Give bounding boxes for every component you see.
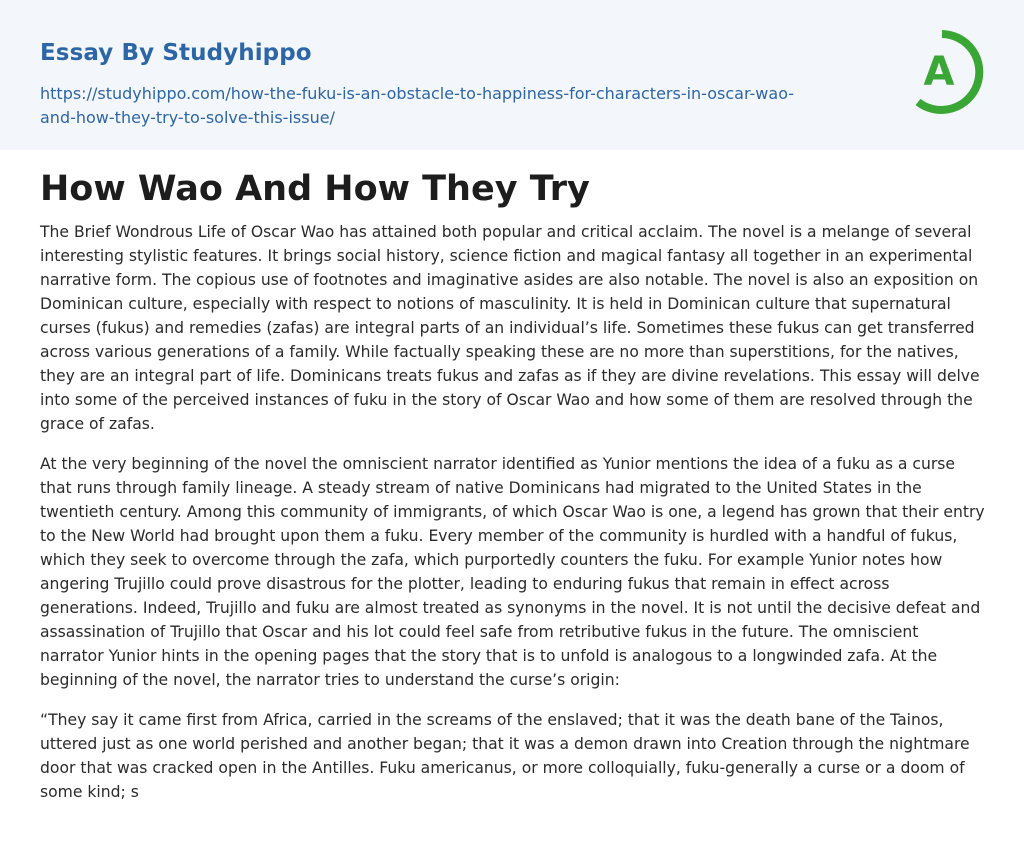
site-header: [0, 0, 1024, 150]
logo-a-icon: [902, 28, 988, 116]
essay-content: [40, 166, 986, 820]
logo-letter: A: [923, 49, 955, 95]
essay-paragraph-3: “They say it came first from Africa, carried in the screams of the enslaved; that it was the death bane of the Tainos, uttered just as one world perished and another began; that it was a demon drawn into Creation through the nightmare door that was cracked open in the Antilles. Fuku americanus, or more colloquially, fuku-generally a curse or a doom of some kind; s: [40, 711, 970, 801]
studyhippo-logo[interactable]: [902, 28, 988, 116]
essay-title: How Wao And How They Try: [40, 169, 590, 209]
essay-paragraph-1: The Brief Wondrous Life of Oscar Wao has attained both popular and critical acclaim. The novel is a melange of several interesting stylistic features. It brings social history, science fiction and magical fantasy all together in an experimental narrative form. The copious use of footnotes and imaginative asides are also notable. The novel is also an exposition on Dominican culture, especially with respect to notions of masculinity. It is held in Dominican culture that supernatural curses (fukus) and remedies (zafas) are integral parts of an individual’s life. Sometimes these fukus can get transferred across various generations of a family. While factually speaking these are no more than superstitions, for the natives, they are an integral part of life. Dominicans treats fukus and zafas as if they are divine revelations. This essay will delve into some of the perceived instances of fuku in the story of Oscar Wao and how some of them are resolved through the grace of zafas.: [40, 223, 980, 433]
source-link[interactable]: https://studyhippo.com/how-the-fuku-is-an-obstacle-to-happiness-for-characters-in-oscar-wao-and-how-they-try-to-solve-this-issue/: [40, 84, 795, 127]
brand-title: Essay By Studyhippo: [40, 40, 312, 66]
essay-paragraph-2: At the very beginning of the novel the omniscient narrator identified as Yunior mentions the idea of a fuku as a curse that runs through family lineage. A steady stream of native Dominicans had migrated to the United States in the twentieth century. Among this community of immigrants, of which Oscar Wao is one, a legend has grown that their entry to the New World had brought upon them a fuku. Every member of the community is hurdled with a handful of fukus, which they seek to overcome through the zafa, which purportedly counters the fuku. For example Yunior notes how angering Trujillo could prove disastrous for the plotter, leading to enduring fukus that remain in effect across generations. Indeed, Trujillo and fuku are almost treated as synonyms in the novel. It is not until the decisive defeat and assassination of Trujillo that Oscar and his lot could feel safe from retributive fukus in the future. The omniscient narrator Yunior hints in the opening pages that the story that is to unfold is analogous to a longwinded zafa. At the beginning of the novel, the narrator tries to understand the curse’s origin:: [40, 455, 985, 689]
